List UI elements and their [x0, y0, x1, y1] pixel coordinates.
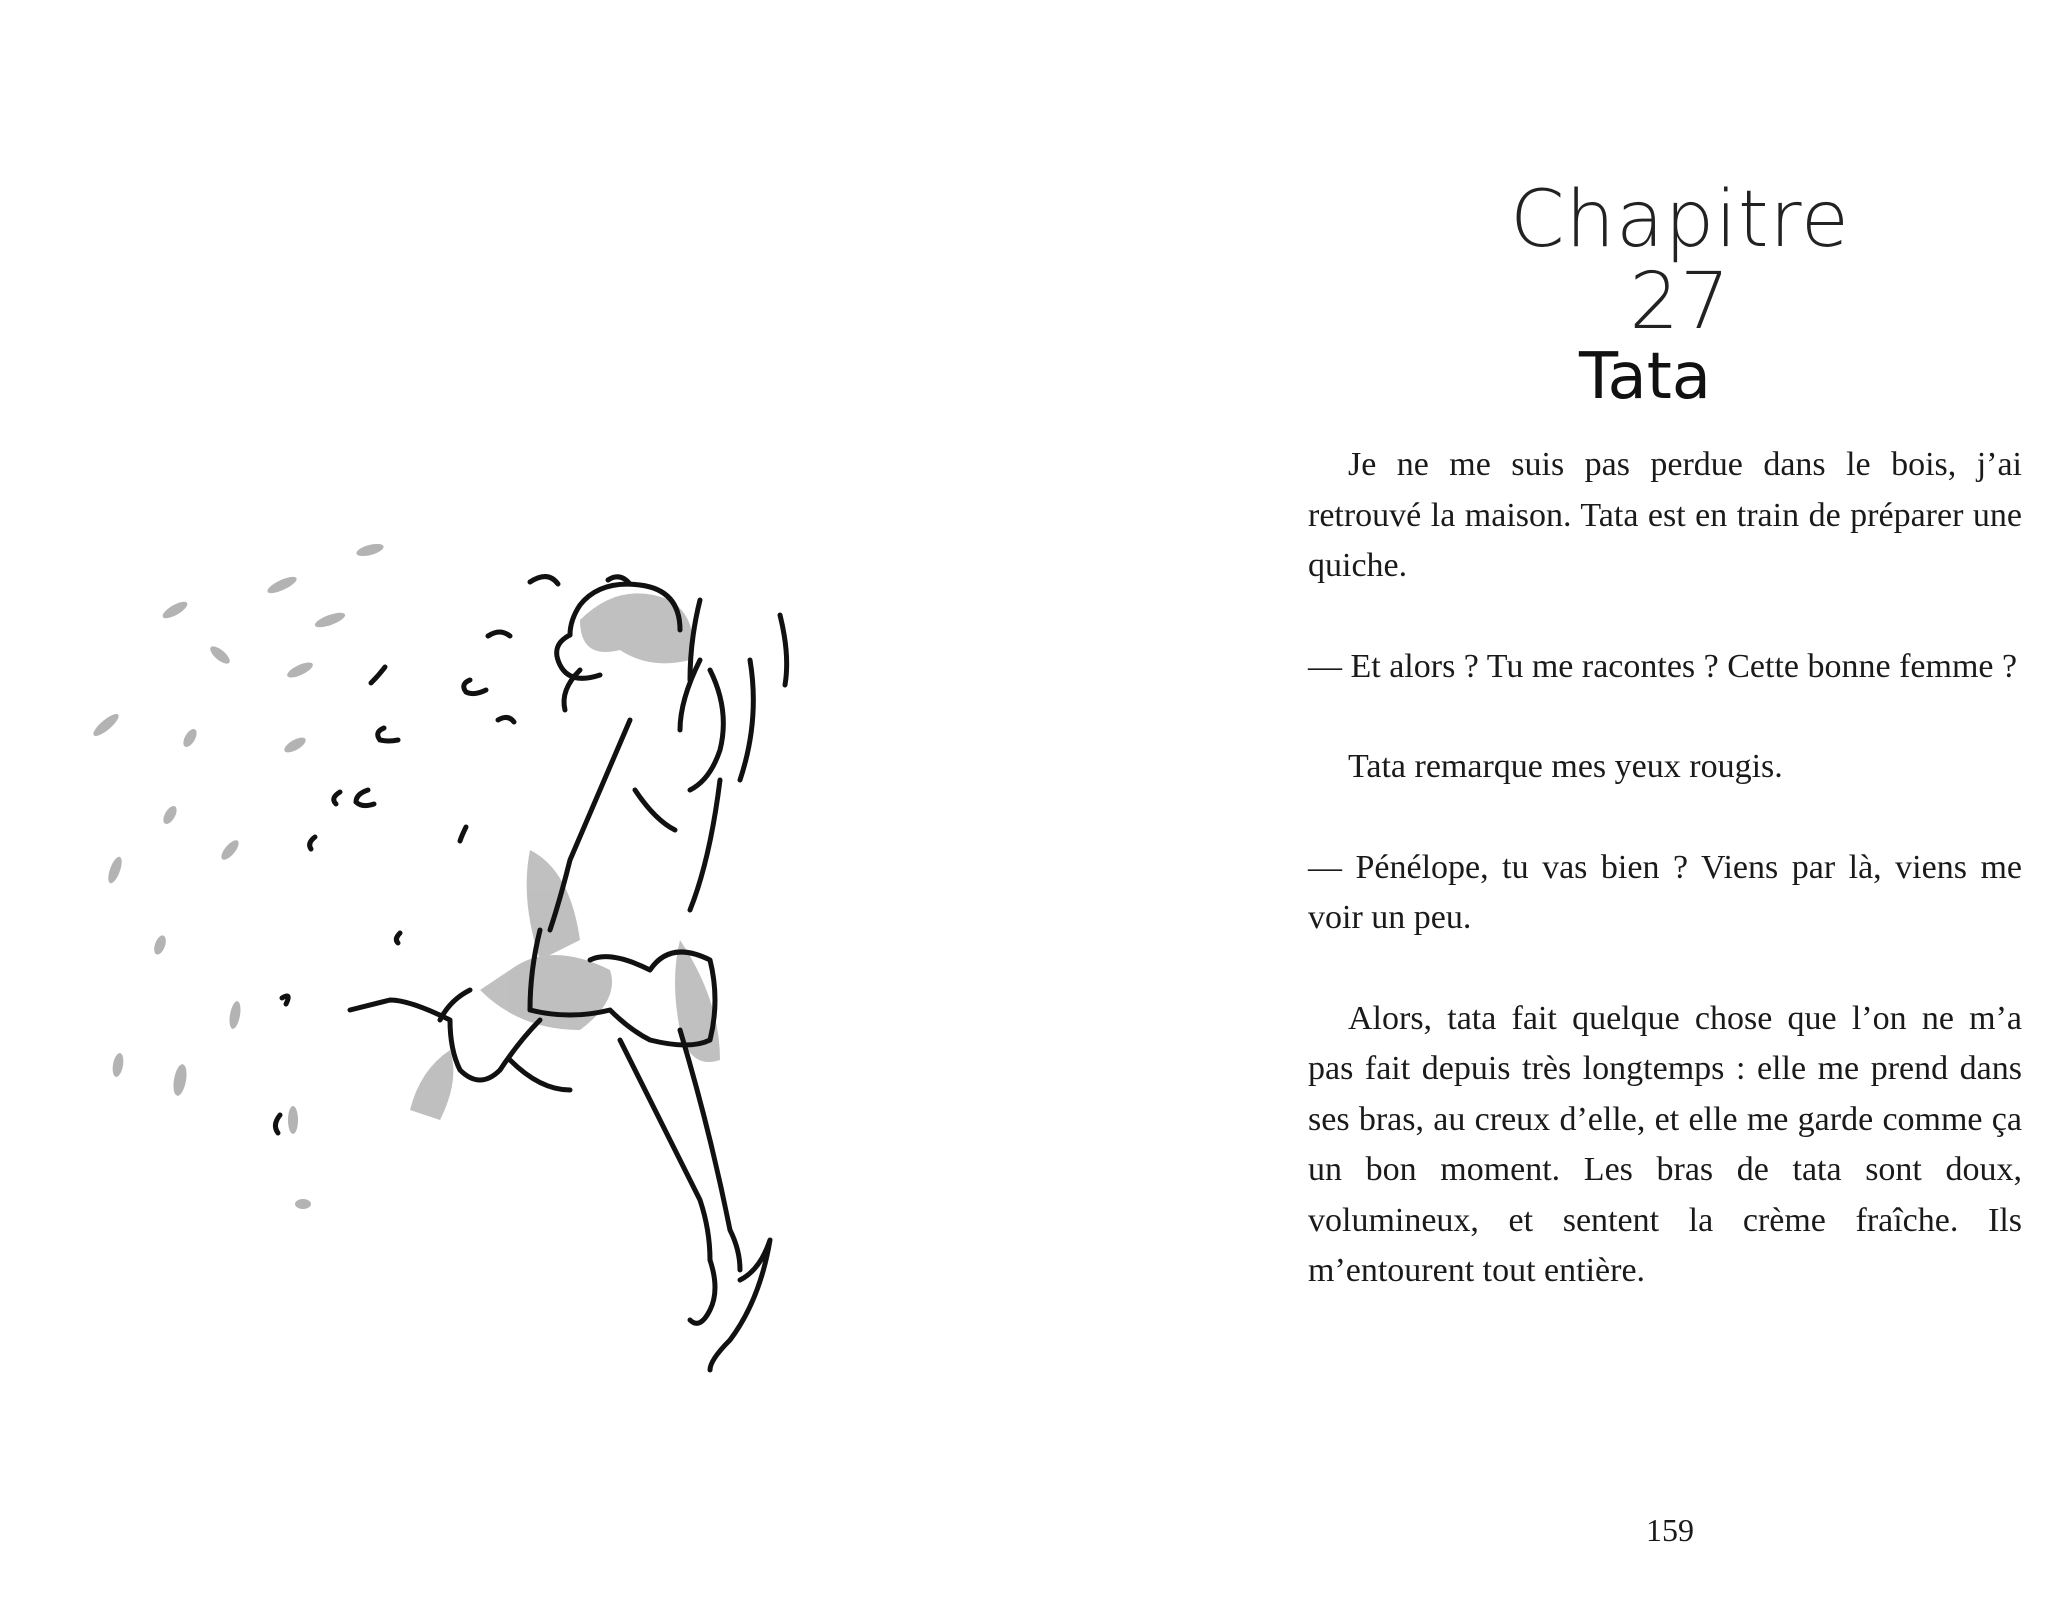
chapter-title: Tata [1578, 339, 1712, 414]
page-number: 159 [1646, 1512, 1694, 1548]
paragraph: — Pénélope, tu vas bien ? Viens par là, viens me voir un peu. [1308, 848, 2022, 936]
paragraph: Je ne me suis pas perdue dans le bois, j’ai retrouvé la maison. Tata est en train de préparer une quiche. [1308, 446, 2022, 584]
chapter-number: Chapitre 27 [1510, 175, 1850, 347]
paragraph: Tata remarque mes yeux rougis. [1348, 748, 1783, 785]
chapter-heading [1460, 175, 1900, 414]
girl-running-crying-icon [60, 520, 820, 1420]
chapter-body [1308, 440, 2022, 1347]
motion-marks [91, 542, 385, 1209]
paragraph: Alors, tata fait quelque chose que l’on ne m’a pas fait depuis très longtemps : elle me prend dans ses bras, au creux d’elle, et elle me garde comme ça un bon moment. Les bras de tata sont doux, volumineux, et sentent la crème fraîche. Ils m’entourent tout entière. [1308, 999, 2022, 1289]
paragraph: — Et alors ? Tu me racontes ? Cette bonne femme ? [1308, 647, 2018, 685]
